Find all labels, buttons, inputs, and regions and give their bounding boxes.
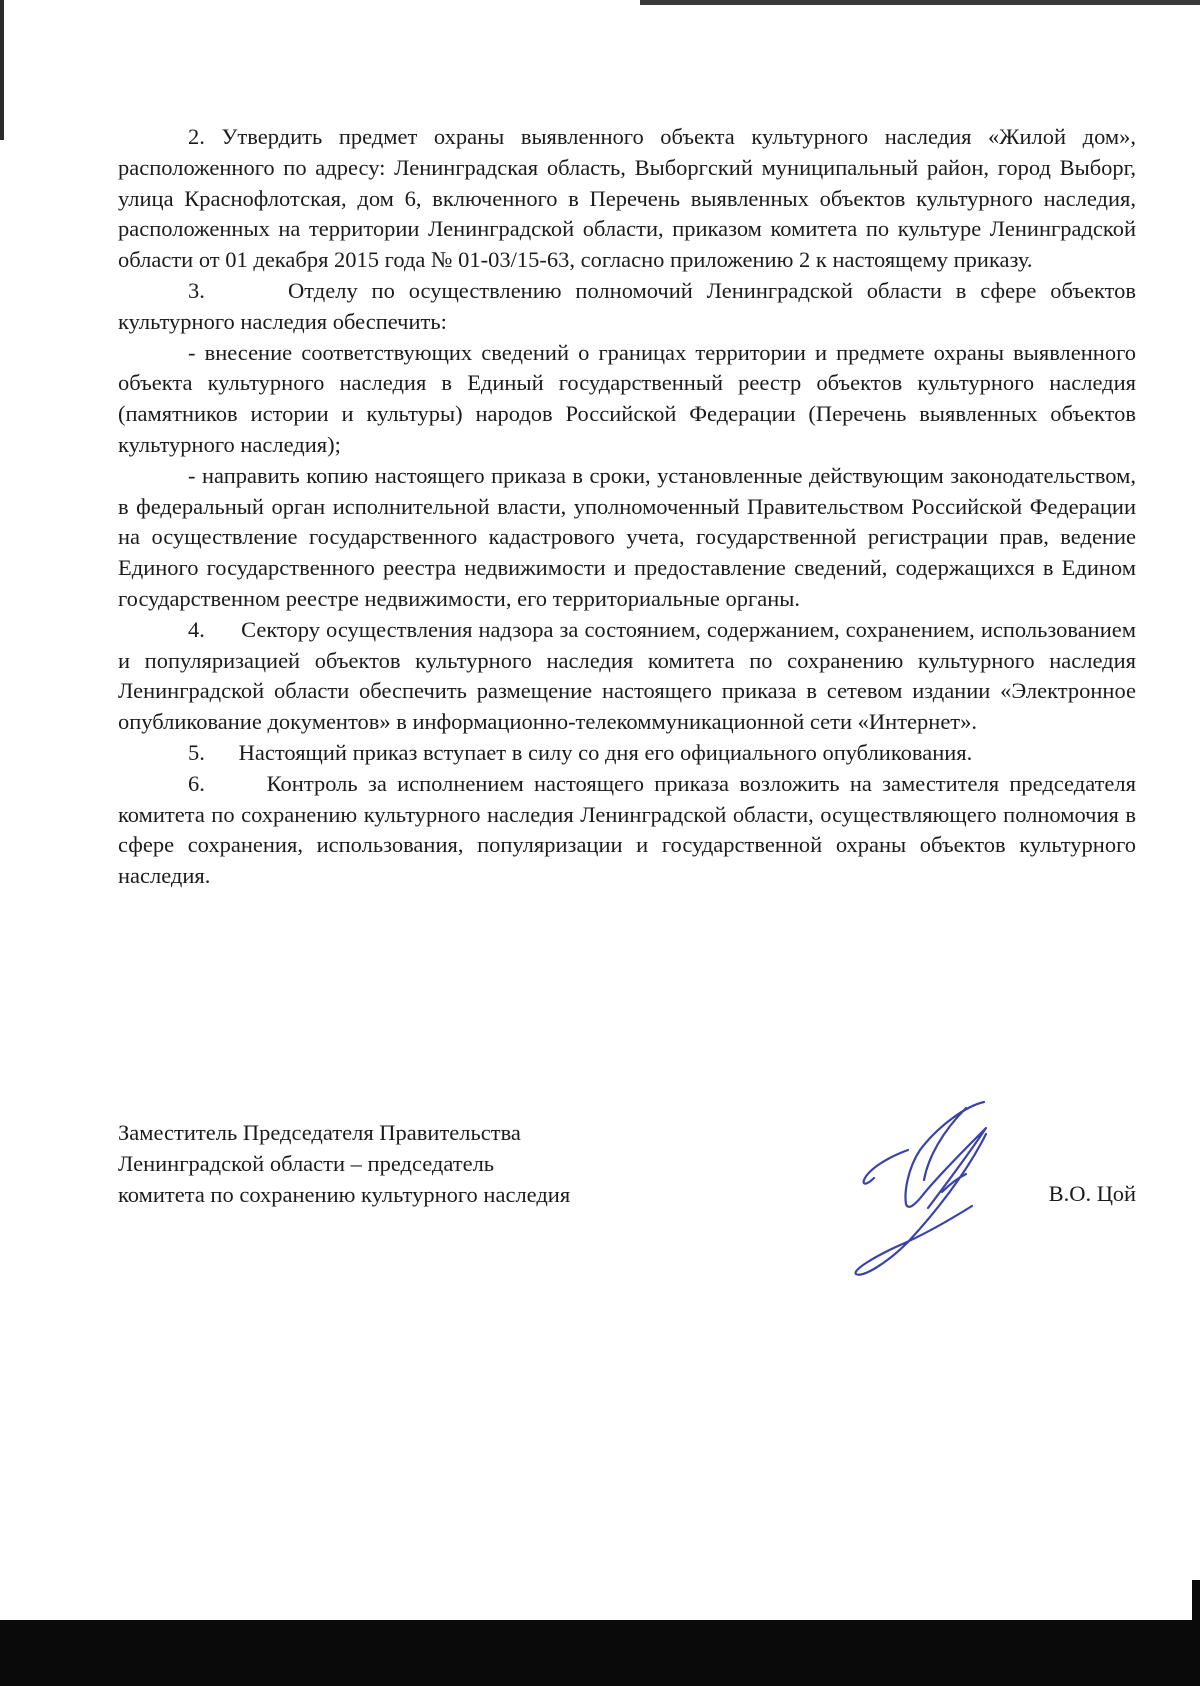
paragraph-item-2: 2. Утвердить предмет охраны выявленного объекта культурного наследия «Жилой дом», расположенного по адресу: Ленинградская область, Выборгский муниципальный район, город Выборг, улица Краснофлотская, дом 6, включенного в Перечень выявленных объектов культурного наследия, расположенных на территории Ленинградской области, приказом комитета по культуре Ленинградской области от 01 декабря 2015 года № 01-03/15-63, согласно приложению 2 к настоящему приказу. [118, 124, 1136, 273]
paragraph-item-6: 6. Контроль за исполнением настоящего приказа возложить на заместителя председателя комитета по сохранению культурного наследия Ленинградской области, осуществляющего полномочия в сфере сохранения, использования, популяризации и государственной охраны объектов культурного наследия. [118, 770, 1136, 889]
signer-title [118, 1118, 758, 1210]
paragraph-item-5: 5. Настоящий приказ вступает в силу со дня его официального опубликования. [188, 739, 973, 765]
signer-title-line-3: комитета по сохранению культурного наследия [118, 1181, 571, 1207]
signer-title-line-1: Заместитель Председателя Правительства [118, 1120, 521, 1145]
paragraph-item-4: 4. Сектору осуществления надзора за состоянием, содержанием, сохранением, использованием и популяризацией объектов культурного наследия комитета по сохранению культурного наследия Ленинградской области обеспечить размещение настоящего приказа в сетевом издании «Электронное опубликование документов» в информационно-телекоммуникационной сети «Интернет». [118, 616, 1136, 735]
scan-edge-left [0, 0, 4, 140]
document-body [118, 122, 1136, 892]
scan-edge-top [640, 0, 1200, 5]
scan-edge-bottom [0, 1620, 1200, 1686]
handwritten-signature [816, 1088, 1016, 1288]
paragraph-subitem-copy: - направить копию настоящего приказа в сроки, установленные действующим законодательством, в федеральный орган исполнительной власти, уполномоченный Правительством Российской Федерации на осуществление государственного кадастрового учета, государственной регистрации прав, ведение Единого государственного реестра недвижимости и предоставление сведений, содержащихся в Едином государственном реестре недвижимости, его территориальные органы. [118, 462, 1136, 611]
signature-block [118, 1118, 1136, 1288]
paragraph-item-3: 3. Отделу по осуществлению полномочий Ленинградской области в сфере объектов культурного наследия обеспечить: [118, 277, 1136, 334]
signer-name: В.О. Цой [1048, 1181, 1136, 1206]
scan-edge-right [1192, 1580, 1200, 1620]
paragraph-subitem-registry: - внесение соответствующих сведений о границах территории и предмете охраны выявленного объекта культурного наследия в Единый государственный реестр объектов культурного наследия (памятников истории и культуры) народов Российской Федерации (Перечень выявленных объектов культурного наследия); [118, 339, 1136, 457]
signer-title-line-2: Ленинградской области – председатель [118, 1150, 495, 1176]
